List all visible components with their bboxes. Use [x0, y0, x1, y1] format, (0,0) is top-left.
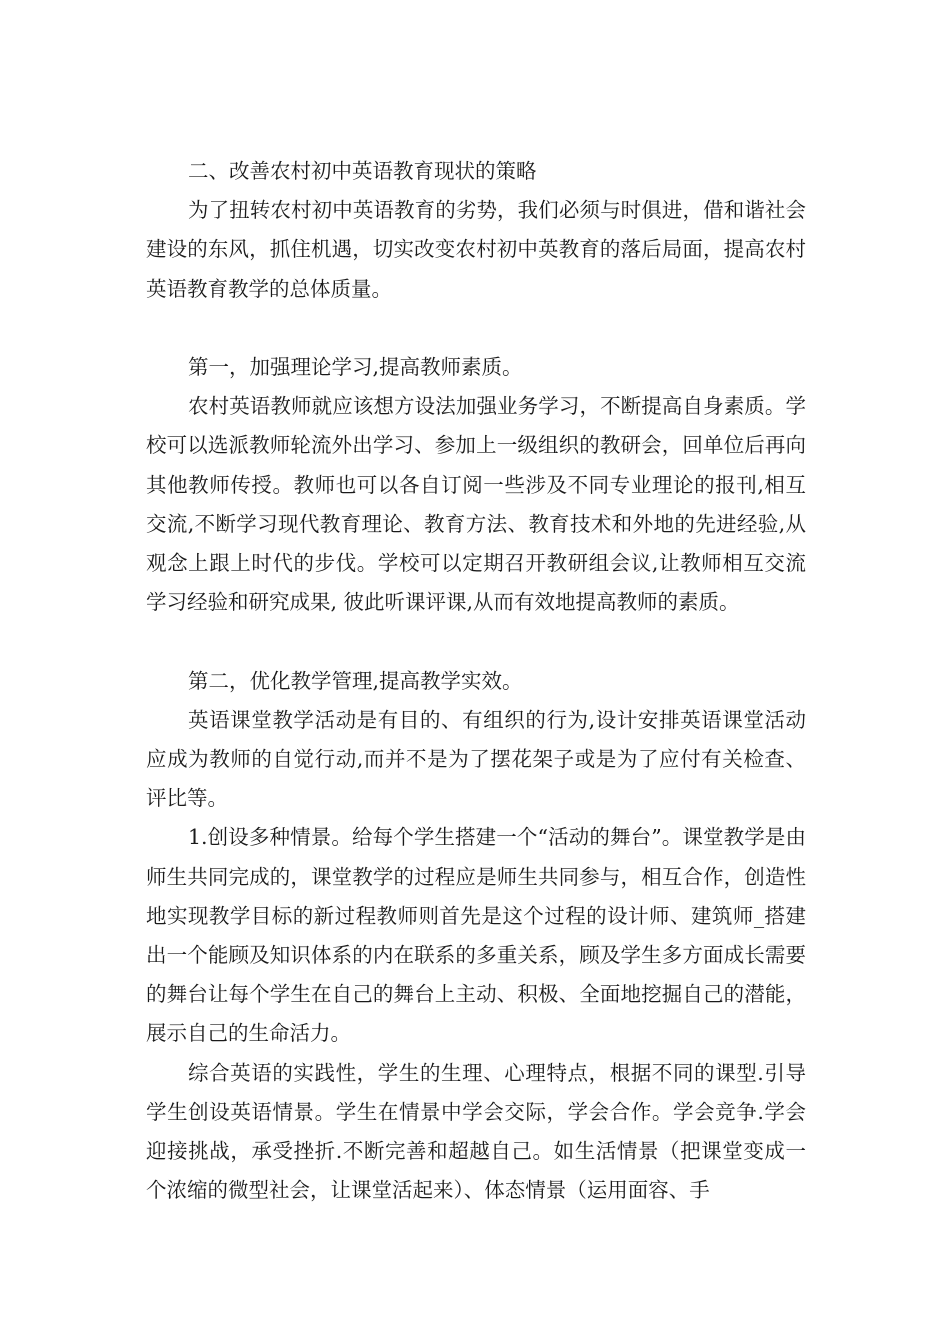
body-paragraph: 综合英语的实践性，学生的生理、心理特点，根据不同的课型.引导学生创设英语情景。学生在情景中学会交际，学会合作。学会竞争.学会迎接挑战，承受挫折.不断完善和超越自己。如生活情景（把课堂变成一个浓缩的微型社会，让课堂活起来）、体态情景（运用面容、手	[146, 1060, 806, 1203]
section-heading: 二、改善农村初中英语教育现状的策略	[188, 159, 537, 183]
paragraph-gap	[146, 622, 806, 661]
intro-paragraph: 为了扭转农村初中英语教育的劣势，我们必须与时俱进，借和谐社会建设的东风，抓住机遇，切实改变农村初中英教育的落后局面，提高农村英语教育教学的总体质量。	[146, 198, 806, 301]
body-paragraph: 英语课堂教学活动是有目的、有组织的行为,设计安排英语课堂活动应成为教师的自觉行动,而并不是为了摆花架子或是为了应付有关检查、评比等。	[146, 707, 806, 811]
paragraph-gap	[146, 309, 806, 348]
subsection-heading-1: 第一，加强理论学习,提高教师素质。	[188, 355, 523, 379]
body-paragraph: 1.创设多种情景。给每个学生搭建一个“活动的舞台”。课堂教学是由师生共同完成的，课堂教学的过程应是师生共同参与，相互合作，创造性地实现教学目标的新过程教师则首先是这个过程的设计师、建筑师_搭建出一个能顾及知识体系的内在联系的多重关系，顾及学生多方面成长需要的舞台让每个学生在自己的舞台上主动、积极、全面地挖掘自己的潜能，展示自己的生命活力。	[146, 825, 806, 1046]
subsection-heading-2: 第二，优化教学管理,提高教学实效。	[188, 668, 523, 693]
document-body	[146, 152, 806, 1210]
body-paragraph: 农村英语教师就应该想方设法加强业务学习，不断提高自身素质。学校可以选派教师轮流外出学习、参加上一级组织的教研会，回单位后再向其他教师传授。教师也可以各自订阅一些涉及不同专业理论的报刊,相互交流,不断学习现代教育理论、教育方法、教育技术和外地的先进经验,从观念上跟上时代的步伐。学校可以定期召开教研组会议,让教师相互交流学习经验和研究成果, 彼此听课评课,从而有效地提高教师的素质。	[146, 394, 806, 615]
